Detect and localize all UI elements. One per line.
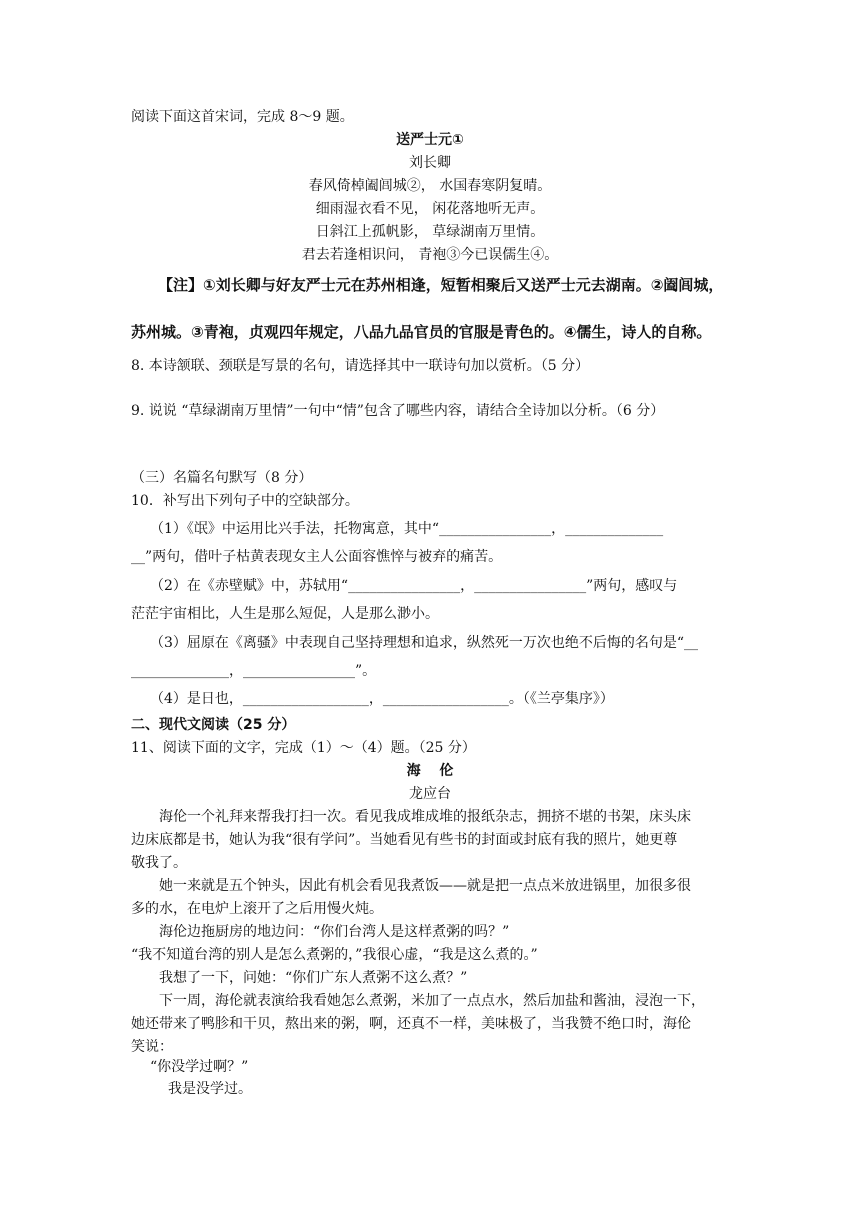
article-line: 敬我了。	[131, 855, 187, 871]
article-line: “你没学过啊？”	[150, 1059, 249, 1075]
question-9: 9. 说说 “草绿湖南万里情”一句中“情”包含了哪些内容，请结合全诗加以分析。（6 分）	[131, 403, 665, 419]
article-title: 海 伦	[406, 763, 454, 779]
question-8: 8. 本诗颔联、颈联是写景的名句，请选择其中一联诗句加以赏析。（5 分）	[131, 358, 590, 374]
section-heading: （三）名篇名句默写（8 分）	[131, 470, 313, 486]
poem-line: 细雨湿衣看不见， 闲花落地听无声。	[315, 201, 545, 217]
fill-item: 茫茫宇宙相比，人生是那么短促，人是那么渺小。	[131, 606, 439, 622]
intro-text: 阅读下面这首宋词，完成 8～9 题。	[131, 109, 354, 125]
article-line: 海伦边拖厨房的地边问：“你们台湾人是这样煮粥的吗？”	[159, 924, 510, 940]
fill-item: （1）《氓》中运用比兴手法，托物寓意，其中“________________，______________	[150, 521, 664, 537]
article-line: 笑说：	[131, 1039, 173, 1055]
poem-line: 君去若逢相识问， 青袍③今已误儒生④。	[301, 247, 559, 263]
fill-item: __”两句，借叶子枯黄表现女主人公面容憔悴与被弃的痛苦。	[131, 549, 503, 565]
question-11: 11、阅读下面的文字，完成（1）～（4）题。（25 分）	[131, 740, 476, 756]
fill-item: （4）是日也，__________________，__________________。（《兰亭集序》）	[150, 691, 614, 707]
question-10: 10．补写出下列句子中的空缺部分。	[131, 493, 359, 509]
article-line: 多的水，在电炉上滚开了之后用慢火炖。	[131, 901, 383, 917]
poem-line: 春风倚棹阖闾城②， 水国春寒阴复晴。	[308, 178, 552, 194]
article-line: 她还带来了鸭胗和干贝，熬出来的粥，啊，还真不一样，美味极了，当我赞不绝口时，海伦	[131, 1016, 691, 1032]
article-line: 我想了一下，问她：“你们广东人煮粥不这么煮？”	[159, 970, 468, 986]
fill-item: （2）在《赤壁赋》中，苏轼用“________________，________________”两句，感叹与	[150, 578, 678, 594]
fill-item: （3）屈原在《离骚》中表现自己坚持理想和追求，纵然死一万次也绝不后悔的名句是“__	[150, 635, 699, 651]
article-line: 她一来就是五个钟头，因此有机会看见我煮饭——就是把一点点米放进锅里，加很多很	[159, 878, 691, 894]
article-author: 龙应台	[409, 786, 451, 802]
article-line: 海伦一个礼拜来帮我打扫一次。看见我成堆成堆的报纸杂志，拥挤不堪的书架，床头床	[159, 809, 691, 825]
article-line: 边床底都是书，她认为我“很有学问”。当她看见有些书的封面或封底有我的照片，她更尊	[131, 832, 678, 848]
poem-author: 刘长卿	[409, 155, 451, 171]
section-heading: 二、现代文阅读（25 分）	[131, 717, 296, 733]
article-line: 我是没学过。	[168, 1081, 252, 1097]
poem-title: 送严士元①	[396, 132, 464, 148]
article-line: 下一周，海伦就表演给我看她怎么煮粥，米加了一点点水，然后加盐和酱油，浸泡一下，	[159, 993, 705, 1009]
poem-note: 【注】①刘长卿与好友严士元在苏州相逢，短暂相聚后又送严士元去湖南。②阖闾城，	[158, 276, 724, 294]
article-line: “我不知道台湾的别人是怎么煮粥的，”我很心虚，“我是这么煮的。”	[131, 947, 538, 963]
poem-line: 日斜江上孤帆影， 草绿湖南万里情。	[315, 224, 545, 240]
fill-item: ______________，________________”。	[131, 663, 377, 679]
poem-note: 苏州城。③青袍，贞观四年规定，八品九品官员的官服是青色的。④儒生，诗人的自称。	[131, 323, 712, 341]
